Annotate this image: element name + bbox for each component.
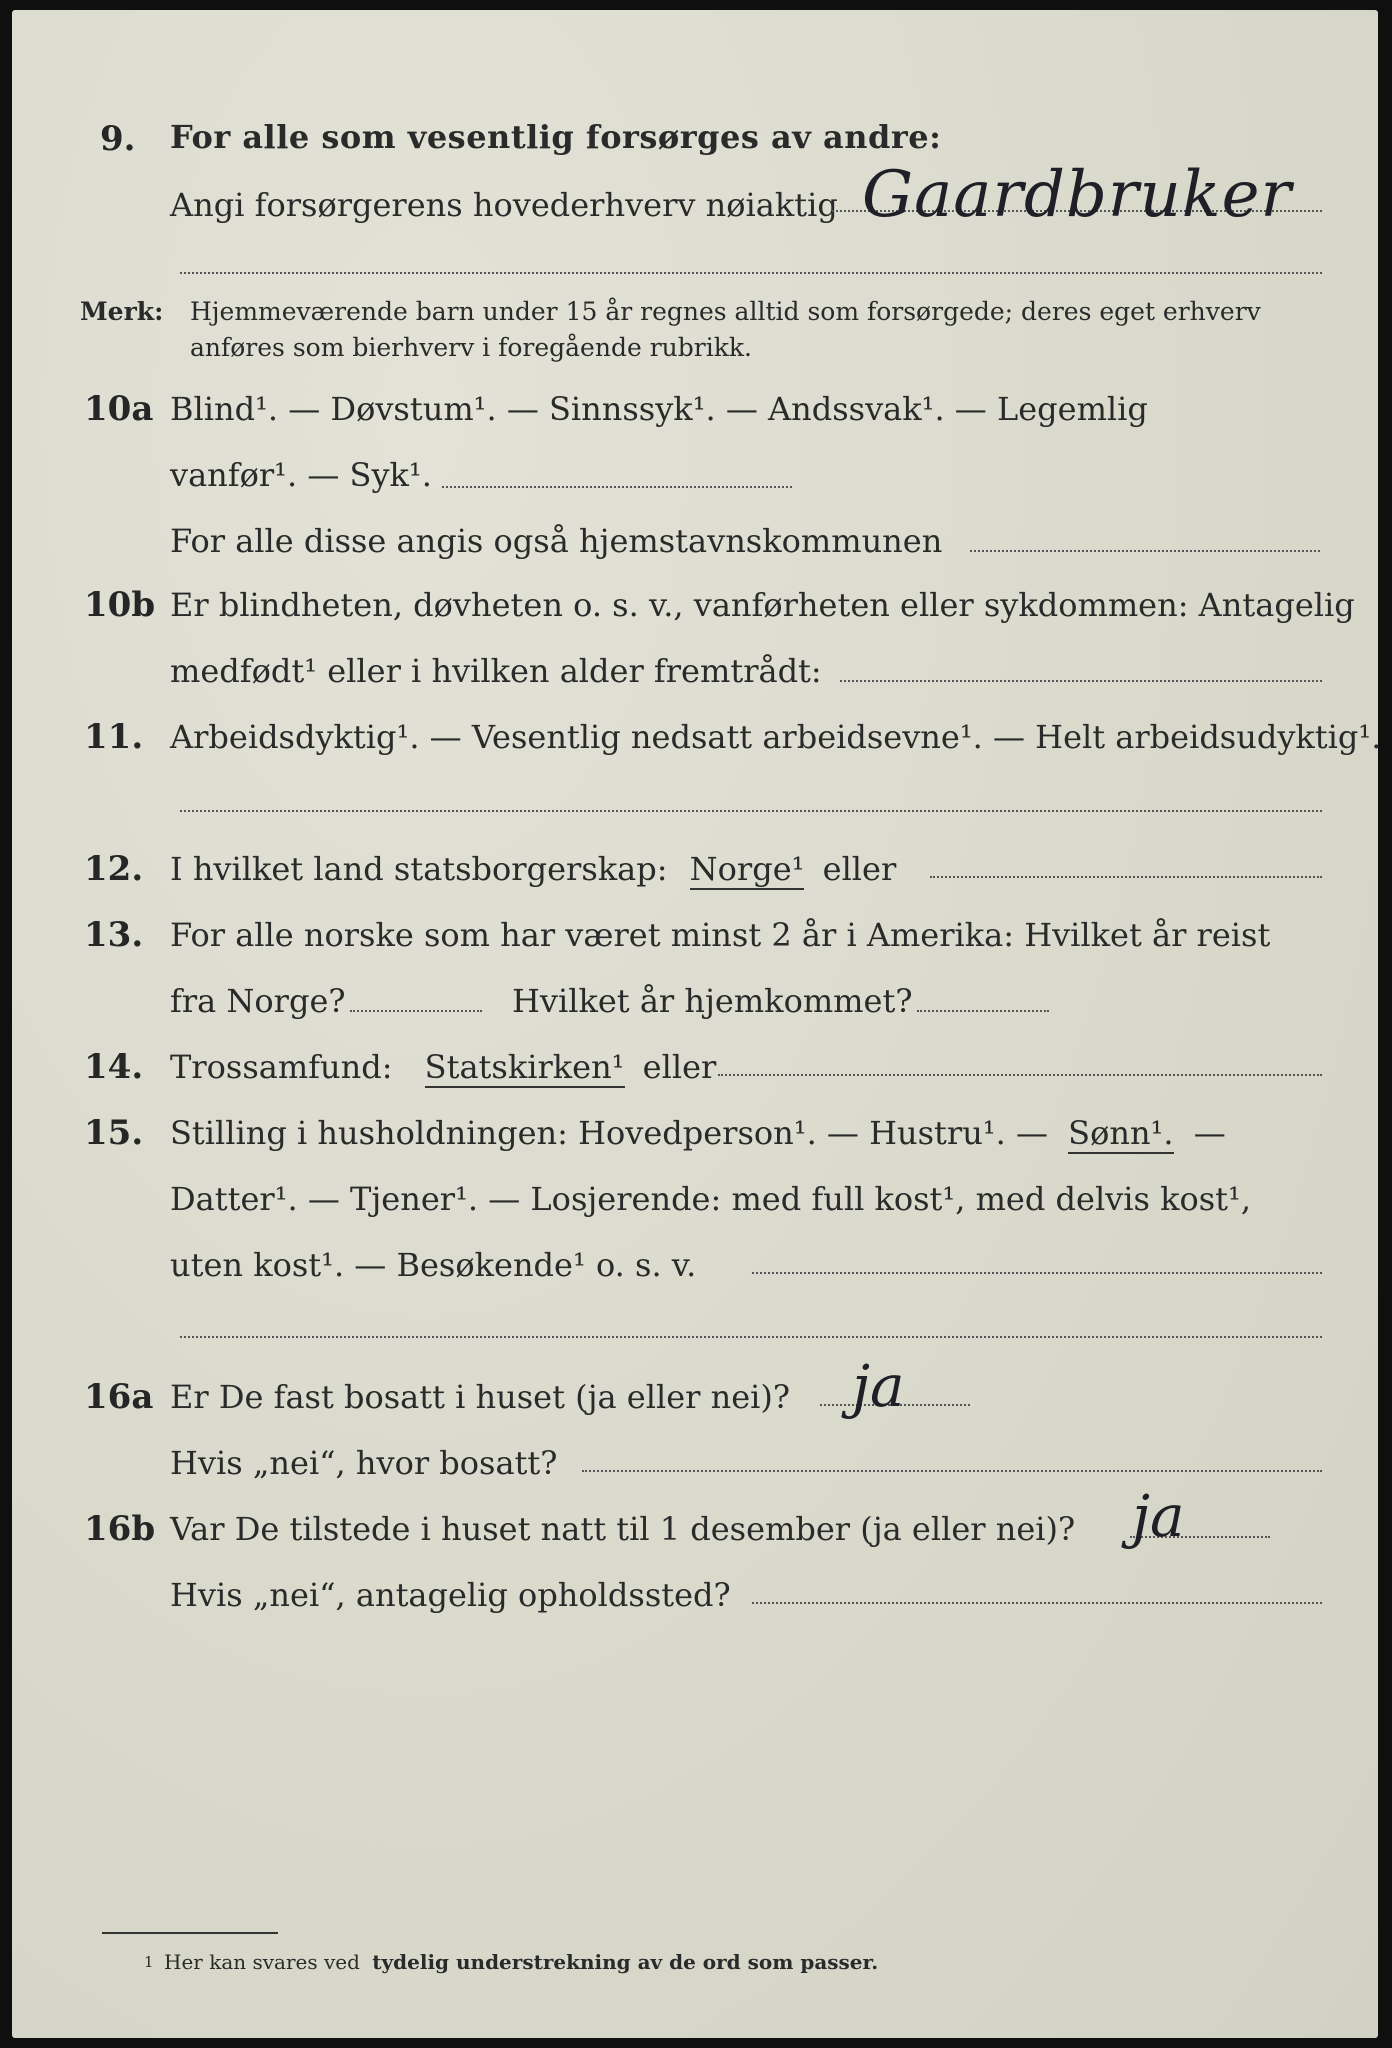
q10a-line1: Blind¹. — Døvstum¹. — Sinnssyk¹. — Andssvak¹. — Legemlig — [170, 390, 1148, 428]
q12-answer-norge: Norge¹ — [689, 850, 805, 888]
q15-answer-line — [752, 1272, 1322, 1274]
q10b-answer-line — [840, 680, 1322, 682]
q9-number: 9. — [100, 119, 136, 159]
q16b-opholdssted-line — [752, 1602, 1322, 1604]
q10b-number: 10b — [84, 585, 156, 625]
q9-handwritten-answer: Gaardbruker — [862, 158, 1293, 232]
q16b-line1: Var De tilstede i huset natt til 1 desember (ja eller nei)? — [170, 1510, 1076, 1548]
q15-answer-sonn: Sønn¹. — [1068, 1114, 1174, 1152]
merk-line2: anføres som bierhverv i foregående rubrikk. — [190, 333, 752, 362]
q10a-syk-line — [442, 486, 792, 488]
q12-suffix: eller — [822, 850, 897, 888]
q14-answer-line — [718, 1074, 1322, 1076]
q13-line1: For alle norske som har været minst 2 år i Amerika: Hvilket år reist — [170, 916, 1271, 954]
q14-suffix: eller — [642, 1048, 717, 1086]
q13-line2a: fra Norge? — [170, 982, 346, 1020]
q10a-kommune-line — [970, 550, 1320, 552]
q16a-number: 16a — [84, 1377, 154, 1417]
q10a-line2: vanfør¹. — Syk¹. — [170, 456, 432, 494]
q12-line — [170, 850, 896, 888]
q15-line1-suffix: — — [1193, 1114, 1226, 1152]
footnote-rule — [102, 1932, 278, 1934]
q15-number: 15. — [84, 1113, 144, 1153]
q11-number: 11. — [84, 717, 144, 757]
q13-number: 13. — [84, 915, 144, 955]
q15-extra-line — [180, 1336, 1322, 1338]
merk-line1: Hjemmeværende barn under 15 år regnes alltid som forsørgede; deres eget erhverv — [190, 297, 1261, 326]
q12-prefix: I hvilket land statsborgerskap: — [170, 850, 668, 888]
q16a-line2: Hvis „nei“, hvor bosatt? — [170, 1444, 558, 1482]
q16a-line1: Er De fast bosatt i huset (ja eller nei)? — [170, 1378, 791, 1416]
census-form-page — [12, 10, 1382, 2038]
q15-line1-prefix: Stilling i husholdningen: Hovedperson¹. — Hustru¹. — — [170, 1114, 1048, 1152]
q9-heading: For alle som vesentlig forsørges av andre: — [170, 118, 942, 156]
q12-number: 12. — [84, 849, 144, 889]
q14-number: 14. — [84, 1047, 144, 1087]
q16a-bosatt-line — [582, 1470, 1322, 1472]
q16b-number: 16b — [84, 1509, 156, 1549]
q16b-line2: Hvis „nei“, antagelig opholdssted? — [170, 1576, 731, 1614]
footnote-text-plain: Her kan svares ved — [164, 1950, 360, 1974]
q15-line1 — [170, 1114, 1226, 1152]
q11-answer-line — [180, 810, 1322, 812]
q14-answer-statskirken: Statskirken¹ — [424, 1048, 625, 1086]
q16a-handwritten-answer: ja — [852, 1352, 905, 1420]
q10b-line1: Er blindheten, døvheten o. s. v., vanførheten eller sykdommen: Antagelig — [170, 586, 1355, 624]
q12-answer-line — [930, 876, 1322, 878]
q15-line2: Datter¹. — Tjener¹. — Losjerende: med full kost¹, med delvis kost¹, — [170, 1180, 1252, 1218]
q11-line1: Arbeidsdyktig¹. — Vesentlig nedsatt arbeidsevne¹. — Helt arbeidsudyktig¹. — [170, 718, 1382, 756]
footnote-text — [164, 1948, 878, 1976]
footnote-mark: 1 — [144, 1953, 154, 1971]
q13-line2b: Hvilket år hjemkommet? — [512, 982, 913, 1020]
q10a-number: 10a — [84, 389, 154, 429]
q13-hjemkommet-line — [917, 1010, 1049, 1012]
footnote-text-bold: tydelig understrekning av de ord som passer. — [372, 1950, 879, 1974]
q14-line — [170, 1048, 716, 1086]
q10b-line2: medfødt¹ eller i hvilken alder fremtrådt: — [170, 652, 822, 690]
q13-reist-line — [350, 1010, 482, 1012]
q14-prefix: Trossamfund: — [170, 1048, 393, 1086]
q10a-line3: For alle disse angis også hjemstavnskommunen — [170, 522, 943, 560]
q9-extra-line — [180, 272, 1322, 274]
q16b-handwritten-answer: ja — [1132, 1482, 1185, 1550]
merk-label: Merk: — [80, 297, 164, 326]
q9-label: Angi forsørgerens hovederhverv nøiaktig — [170, 186, 838, 224]
q15-line3: uten kost¹. — Besøkende¹ o. s. v. — [170, 1246, 697, 1284]
